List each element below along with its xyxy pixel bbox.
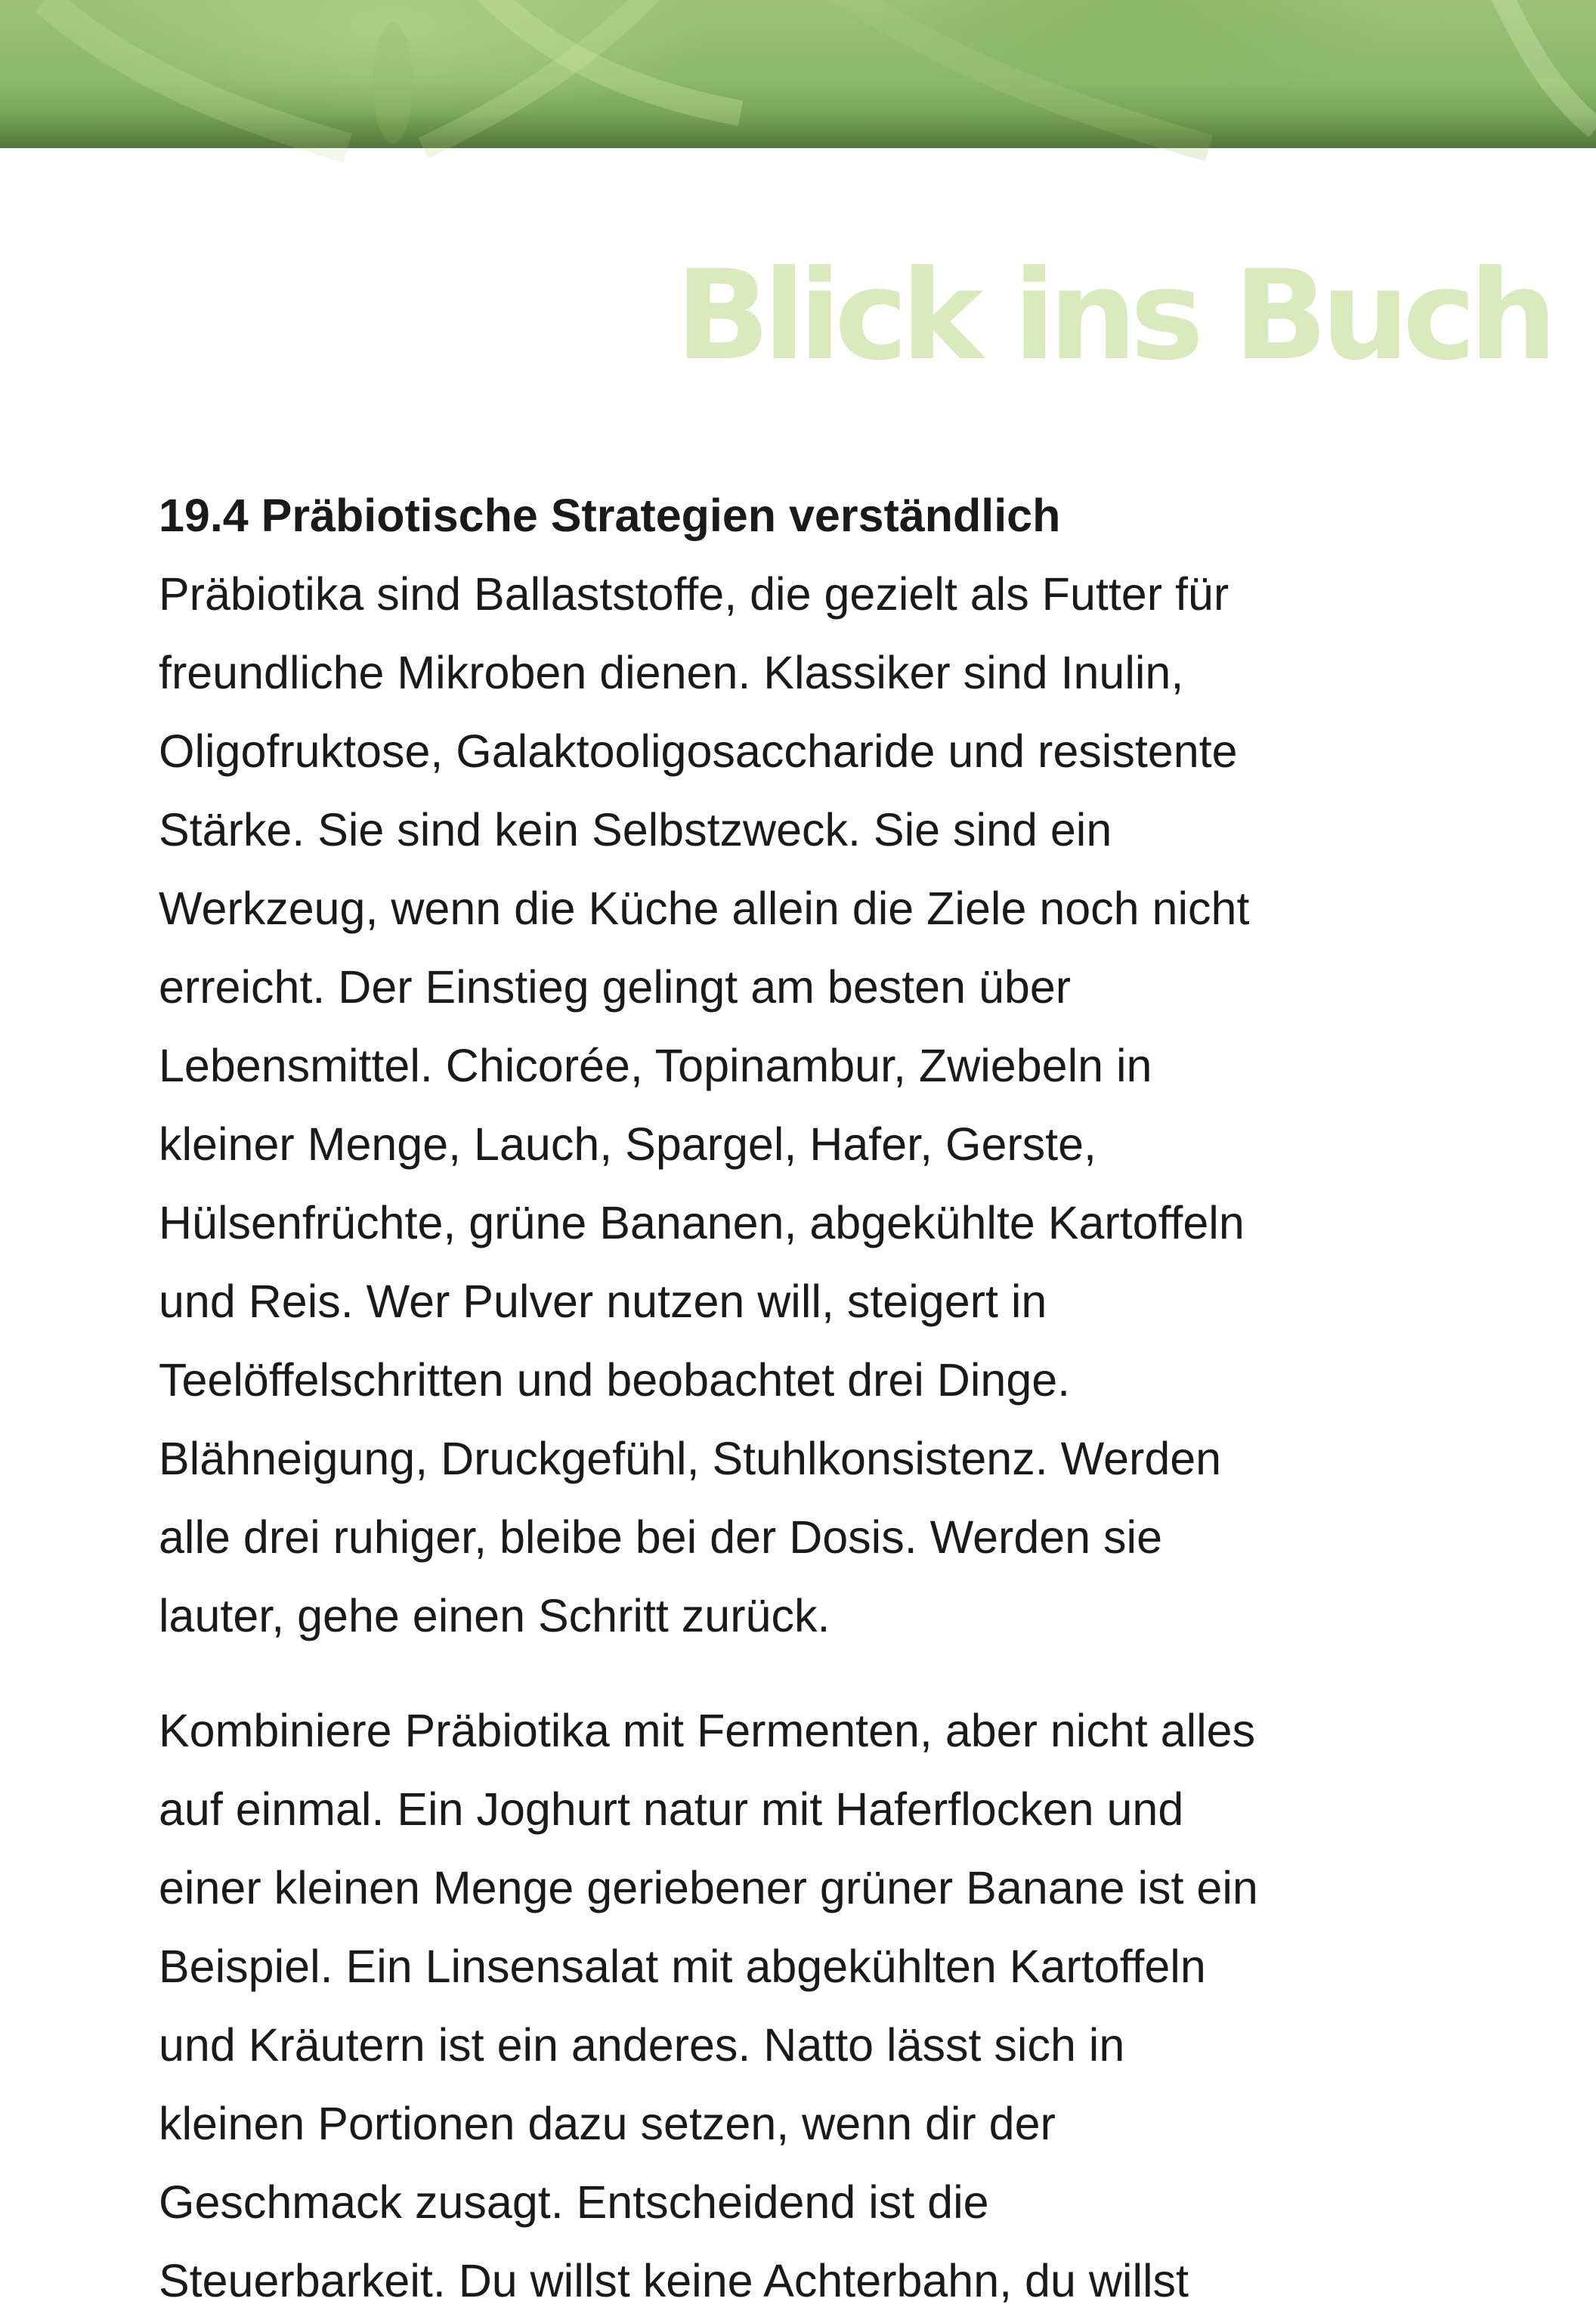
- header-banner: [0, 0, 1596, 148]
- banner-bottom-shade: [0, 113, 1596, 148]
- section-title: 19.4 Präbiotische Strategien verständlich: [159, 490, 1061, 541]
- preview-heading: Blick ins Buch: [675, 243, 1551, 388]
- book-excerpt: [159, 476, 1443, 2320]
- paragraph-1: Präbiotika sind Ballaststoffe, die gezielt als Futter für freundliche Mikroben dienen. Klassiker sind Inulin, Oligofruktose, Galaktooligosaccharide und resistente Stärke. Sie sind kein Selbstzweck. Sie sind ein Werkzeug, wenn die Küche allein die Ziele noch nicht erreicht. Der Einstieg gelingt am besten über Lebensmittel. Chicorée, Topinambur, Zwiebeln in kleiner Menge, Lauch, Spargel, Hafer, Gerste, Hülsenfrüchte, grüne Bananen, abgekühlte Kartoffeln und Reis. Wer Pulver nutzen will, steigert in Teelöffelschritten und beobachtet drei Dinge. Blähneigung, Druckgefühl, Stuhlkonsistenz. Werden alle drei ruhiger, bleibe bei der Dosis. Werden sie lauter, gehe einen Schritt zurück.: [159, 568, 1250, 1641]
- paragraph-2: Kombiniere Präbiotika mit Fermenten, aber nicht alles auf einmal. Ein Joghurt natur mit Haferflocken und einer kleinen Menge geriebener grüner Banane ist ein Beispiel. Ein Linsensalat mit abgekühlten Kartoffeln und Kräutern ist ein anderes. Natto lässt sich in kleinen Portionen dazu setzen, wenn dir der Geschmack zusagt. Entscheidend ist die Steuerbarkeit. Du willst keine Achterbahn, du willst: [159, 1705, 1258, 2306]
